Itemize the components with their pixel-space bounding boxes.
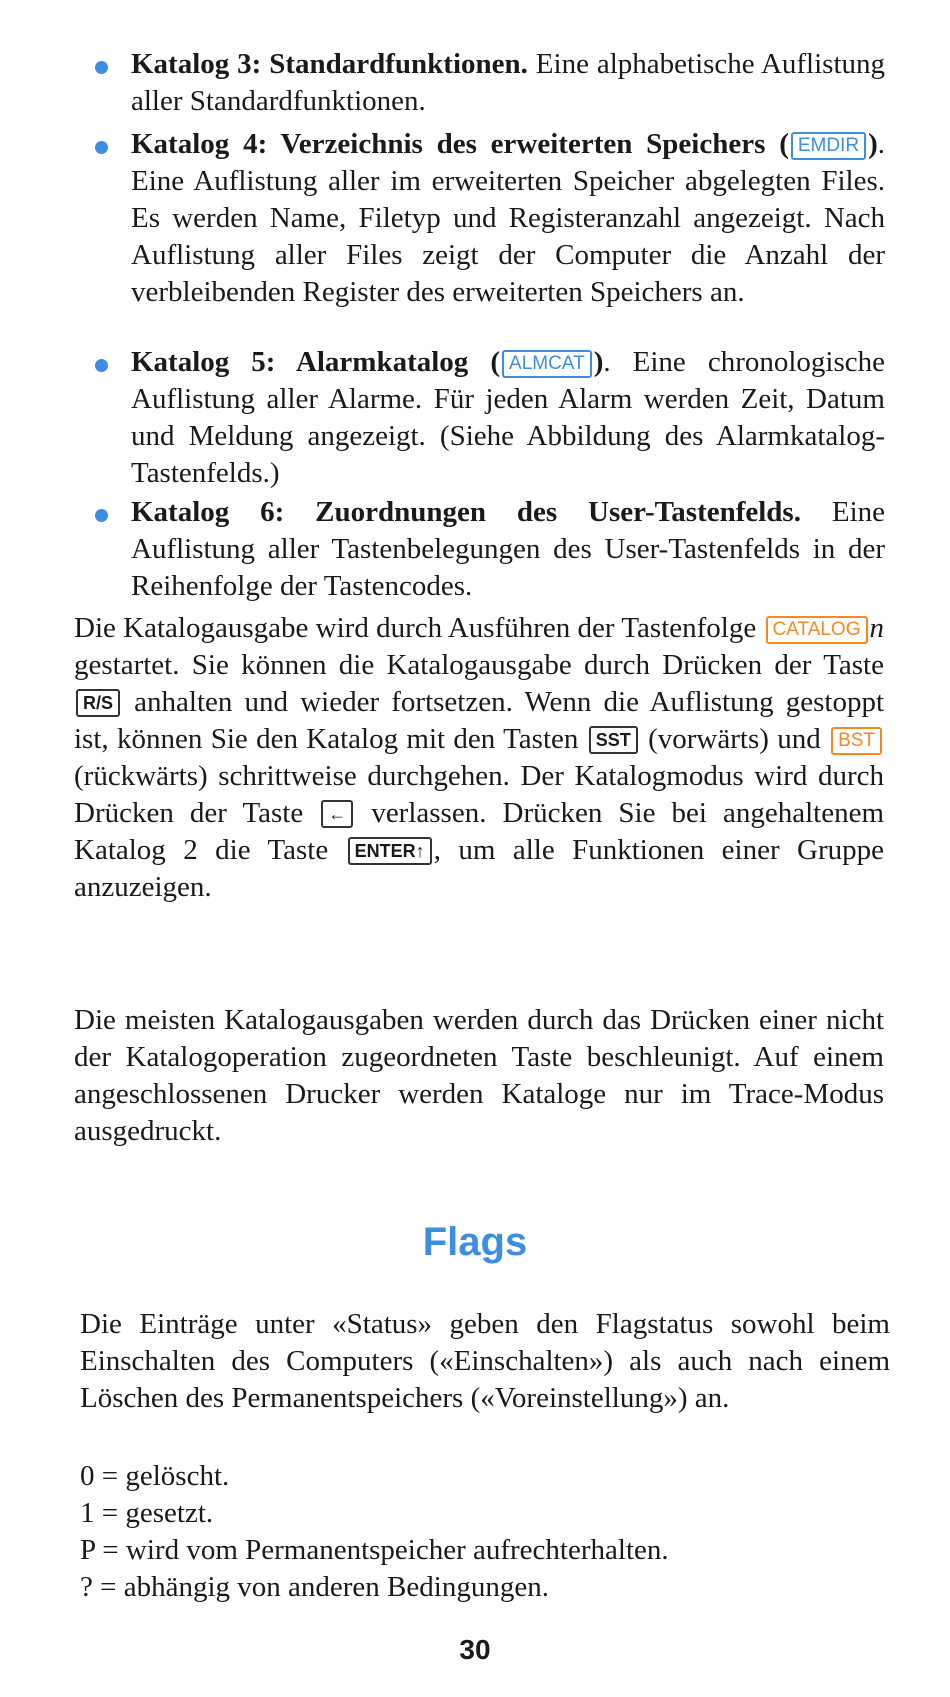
catalog-description: . Eine Auflistung aller im erweiterten Speicher abgelegten Files. Es werden Name, Filetyp und Registeranzahl angezeigt. Nach Auflistung aller Files zeigt der Computer die Anzahl der verbleibenden Register des erweiterten Speichers an. bbox=[131, 128, 886, 308]
legend-item: P = wird vom Permanentspeicher aufrechterhalten. bbox=[80, 1534, 669, 1566]
catalog-description: Eine Auflistung aller Tastenbelegungen des User-Tastenfelds in der Reihenfolge der Tastencodes. bbox=[131, 496, 885, 602]
page-number: 30 bbox=[459, 1634, 491, 1665]
rs-key: R/S bbox=[76, 689, 120, 717]
catalog-3-item bbox=[95, 46, 885, 120]
flags-heading: Flags bbox=[422, 1220, 528, 1264]
paragraph-text: Die Katalogausgabe wird durch Ausführen der Tastenfolge bbox=[74, 612, 757, 644]
emdir-key: EMDIR bbox=[791, 132, 866, 160]
paragraph-text: (vorwärts) und bbox=[648, 723, 821, 755]
flags-legend bbox=[80, 1458, 890, 1606]
legend-item: 0 = gelöscht. bbox=[80, 1460, 230, 1492]
paragraph-text: (rückwärts) schrittweise durchgehen. Der Katalogmodus wird durch Drücken der Taste bbox=[74, 760, 884, 829]
almcat-key: ALMCAT bbox=[502, 350, 592, 378]
catalog-usage-paragraph bbox=[74, 610, 884, 906]
catalog-description: . Eine chronologische Auflistung aller Alarme. Für jeden Alarm werden Zeit, Datum und Meldung angezeigt. (Siehe Abbildung des Alarmkatalog-Tastenfelds.) bbox=[131, 346, 886, 489]
catalog-speed-paragraph: Die meisten Katalogausgaben werden durch das Drücken einer nicht der Katalogoperation zugeordneten Taste beschleunigt. Auf einem angeschlossenen Drucker werden Kataloge nur im Trace-Modus ausgedruckt. bbox=[74, 1004, 884, 1147]
legend-item: ? = abhängig von anderen Bedingungen. bbox=[80, 1571, 549, 1603]
catalog-title: Katalog 3: Standardfunktionen. bbox=[131, 48, 528, 80]
bullet-icon bbox=[95, 61, 108, 74]
bst-key: BST bbox=[831, 727, 882, 755]
paragraph-text: verlassen. Drücken Sie bei angehaltenem Katalog 2 die Taste bbox=[74, 797, 885, 866]
catalog-key: CATALOG bbox=[766, 616, 868, 644]
catalog-title: Katalog 5: Alarmkatalog bbox=[131, 346, 469, 378]
catalog-title: Katalog 6: Zuordnungen des User-Tastenfelds. bbox=[131, 496, 801, 528]
paragraph-text: gestartet. Sie können die Katalogausgabe durch Drücken der Taste bbox=[74, 649, 884, 681]
legend-item: 1 = gesetzt. bbox=[80, 1497, 214, 1529]
bullet-icon bbox=[95, 509, 108, 522]
catalog-4-item: Katalog 4: Verzeichnis des erweiterten Speichers ( EMDIR ). Eine Auflistung aller im erweiterten Speicher abgelegten Files. Es werden Name, Filetyp und Registeranzahl angezeigt. Nach Auflistung aller Files zeigt der Computer die Anzahl der verbleibenden Register des erweiterten Speichers an. bbox=[95, 126, 885, 311]
variable-n: n bbox=[869, 612, 884, 644]
back-arrow-key: ← bbox=[321, 800, 353, 828]
paragraph-text: anhalten und wieder fortsetzen. Wenn die Auflistung gestoppt ist, können Sie den Katalog mit den Tasten bbox=[74, 686, 885, 755]
sst-key: SST bbox=[589, 726, 638, 754]
paragraph-text: , um alle Funktionen einer Gruppe anzuzeigen. bbox=[74, 834, 884, 903]
bullet-icon bbox=[95, 359, 108, 372]
catalog-description: Eine alphabetische Auflistung aller Standardfunktionen. bbox=[131, 48, 886, 117]
catalog-title: Katalog 4: Verzeichnis des erweiterten Speichers bbox=[131, 128, 766, 160]
bullet-icon bbox=[95, 141, 108, 154]
catalog-5-item: Katalog 5: Alarmkatalog ( ALMCAT ). Eine chronologische Auflistung aller Alarme. Für jeden Alarm werden Zeit, Datum und Meldung angezeigt. (Siehe Abbildung des Alarmkatalog-Tastenfelds.) bbox=[95, 344, 885, 492]
catalog-6-item bbox=[95, 494, 885, 605]
flags-intro-paragraph: Die Einträge unter «Status» geben den Flagstatus sowohl beim Einschalten des Computers («Einschalten») als auch nach einem Löschen des Permanentspeichers («Voreinstellung») an. bbox=[80, 1308, 890, 1414]
enter-key: ENTER↑ bbox=[348, 837, 432, 865]
